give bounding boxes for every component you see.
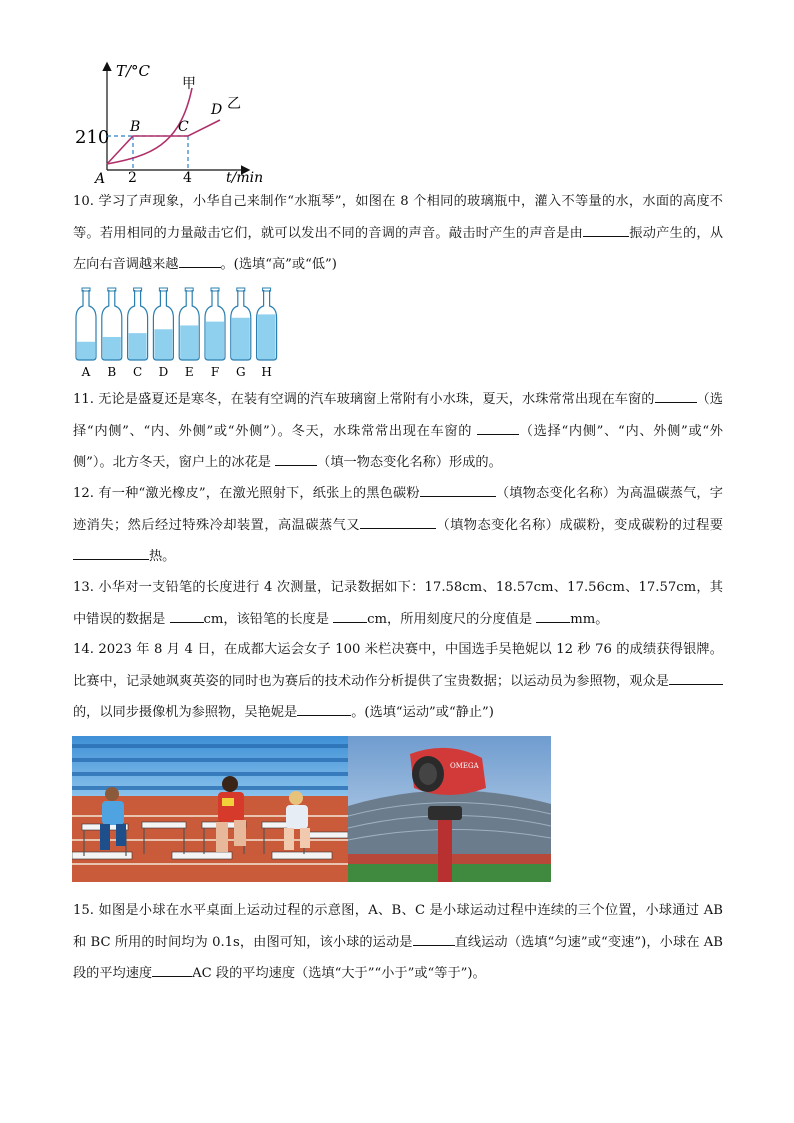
bottle-water bbox=[180, 325, 198, 360]
hurdles-race-photo bbox=[72, 736, 348, 882]
bottle-water bbox=[258, 314, 276, 360]
question-14: 14. 2023 年 8 月 4 日，在成都大运会女子 100 米栏决赛中，中国选手吴艳妮以 12 秒 76 的成绩获得银牌。比赛中，记录她飒爽英姿的同时也为赛后的技术动作分析提供了宝贵数据；以运动员为参照物，观众是的，以同步摄像机为参照物，吴艳妮是 。(选填“运动”或“静止”) bbox=[73, 642, 723, 720]
bottle-label: E bbox=[184, 365, 194, 378]
blank[interactable] bbox=[477, 420, 519, 435]
bottle-a bbox=[76, 288, 96, 378]
bottle-f bbox=[205, 288, 225, 378]
question-13: 13. 小华对一支铅笔的长度进行 4 次测量，记录数据如下：17.58cm、18.57cm、17.56cm、17.57cm，其中错误的数据是 cm，该铅笔的长度是 cm，所用刻度尺的分度值是 mm。 bbox=[73, 580, 723, 627]
blank[interactable] bbox=[536, 608, 570, 623]
blank[interactable] bbox=[73, 545, 149, 560]
question-11: 11. 无论是盛夏还是寒冬，在装有空调的汽车玻璃窗上常附有小水珠，夏天，水珠常常出现在车窗的 （选择“内侧”、“内、外侧”或“外侧”）。冬天，水珠常常出现在车窗的 （选择“内侧”、“内、外侧”或“外侧”）。北方冬天，窗户上的冰花是 （填一物态变化名称）形成的。 bbox=[73, 384, 723, 479]
point-b-label: B bbox=[130, 119, 141, 135]
bottle-water bbox=[129, 333, 147, 360]
bottle-water bbox=[206, 322, 224, 360]
bottle-e bbox=[179, 288, 199, 378]
bottle-label: B bbox=[107, 365, 117, 378]
temperature-time-graph bbox=[70, 58, 290, 188]
x-tick-2: 2 bbox=[128, 170, 137, 186]
question-12: 12. 有一种“激光橡皮”，在激光照射下，纸张上的黑色碳粉 （填物态变化名称）为高温碳蒸气，字迹消失；然后经过特殊冷却装置，高温碳蒸气又 （填物态变化名称）成碳粉，变成碳粉的过程要热。 bbox=[73, 478, 723, 573]
stadium-camera-photo bbox=[348, 736, 551, 882]
bottle-water bbox=[232, 318, 250, 360]
blank[interactable] bbox=[655, 388, 697, 403]
blank[interactable] bbox=[333, 608, 367, 623]
bottle-label: A bbox=[81, 365, 91, 378]
bottle-g bbox=[231, 288, 251, 378]
question-10: 10. 学习了声现象，小华自己来制作“水瓶琴”，如图在 8 个相同的玻璃瓶中，灌入不等量的水，水面的高度不等。若用相同的力量敲击它们，就可以发出不同的音调的声音。敲击时产生的声音是由 振动产生的，从左向右音调越来越 。(选填“高”或“低”) bbox=[73, 194, 724, 272]
bottle-label: C bbox=[133, 365, 143, 378]
bottle-cap bbox=[185, 288, 193, 291]
curve-jia-label: 甲 bbox=[182, 76, 196, 92]
y-value-label: 210 bbox=[75, 127, 110, 148]
x-tick-4: 4 bbox=[183, 170, 192, 186]
bottle-d bbox=[153, 288, 173, 378]
blank[interactable] bbox=[179, 253, 221, 268]
bottle-b bbox=[102, 288, 122, 378]
point-d-label: D bbox=[211, 102, 223, 118]
bottle-label: H bbox=[261, 365, 272, 378]
bottle-cap bbox=[263, 288, 271, 291]
water-bottles-figure bbox=[74, 286, 284, 378]
blank[interactable] bbox=[669, 670, 723, 685]
bottle-cap bbox=[211, 288, 219, 291]
bottle-label: F bbox=[210, 365, 220, 378]
bottle-cap bbox=[134, 288, 142, 291]
blank[interactable] bbox=[583, 222, 629, 237]
curve-yi-label: 乙 bbox=[227, 96, 241, 112]
bottle-cap bbox=[159, 288, 167, 291]
bottle-c bbox=[128, 288, 148, 378]
blank[interactable] bbox=[413, 931, 455, 946]
blank[interactable] bbox=[170, 608, 204, 623]
camera-brand-text: OMEGA bbox=[450, 762, 479, 770]
bottle-h bbox=[257, 288, 277, 378]
x-axis-label: t/min bbox=[226, 170, 264, 186]
y-axis-label: T/°C bbox=[116, 62, 151, 80]
blank[interactable] bbox=[275, 451, 317, 466]
question-15: 15. 如图是小球在水平桌面上运动过程的示意图，A、B、C 是小球运动过程中连续的三个位置，小球通过 AB 和 BC 所用的时间均为 0.1s，由图可知，该小球的运动是 直线运动（选填“匀速”或“变速”)，小球在 AB 段的平均速度 AC 段的平均速度（选填“大于”“小于”或“等于”)。 bbox=[73, 903, 723, 981]
blank[interactable] bbox=[152, 962, 192, 977]
bottle-cap bbox=[237, 288, 245, 291]
bottle-label: G bbox=[236, 365, 246, 378]
point-c-label: C bbox=[178, 119, 189, 135]
bottle-water bbox=[77, 342, 95, 360]
bottle-label: D bbox=[158, 365, 169, 378]
blank[interactable] bbox=[420, 482, 496, 497]
bottle-cap bbox=[108, 288, 116, 291]
bottle-water bbox=[154, 329, 172, 360]
blank[interactable] bbox=[360, 514, 436, 529]
blank[interactable] bbox=[297, 701, 351, 716]
bottle-cap bbox=[82, 288, 90, 291]
bottle-water bbox=[103, 337, 121, 360]
point-a-label: A bbox=[95, 171, 106, 187]
